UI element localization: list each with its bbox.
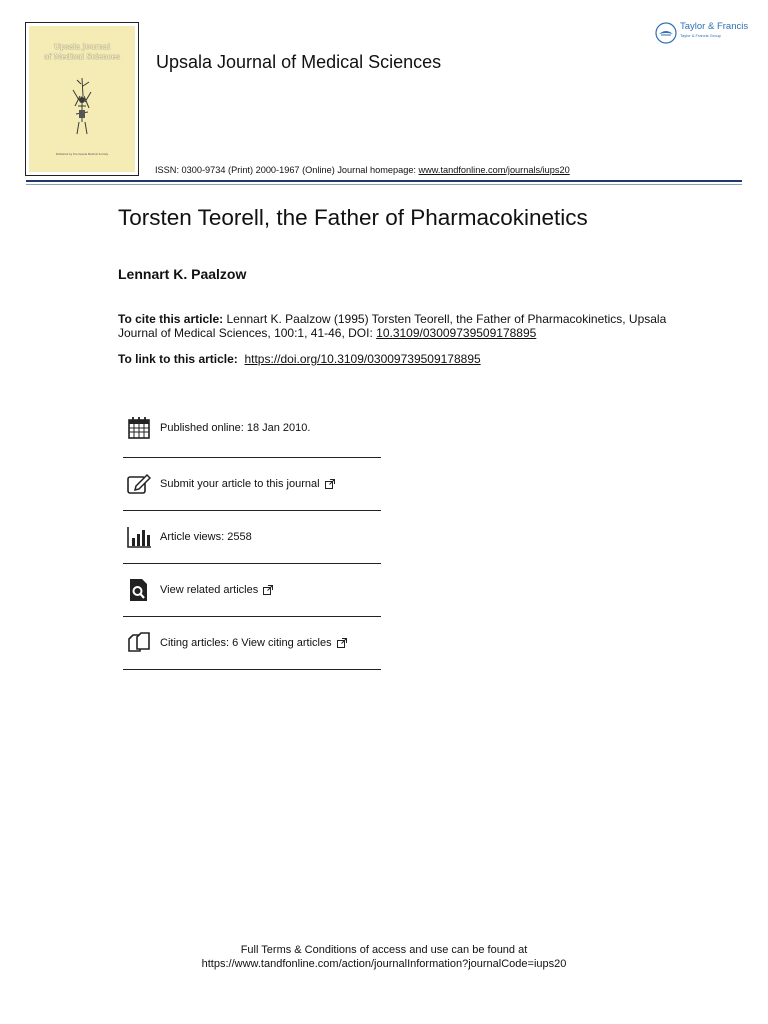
journal-title: Upsala Journal of Medical Sciences [156,52,442,72]
citing-articles-link[interactable] [160,637,347,649]
publisher-logo[interactable] [655,22,748,44]
doi-link[interactable]: 10.3109/03009739509178895 [376,326,537,340]
cover-illustration-icon [67,76,97,138]
submit-article-row[interactable] [123,458,381,511]
cover-publisher-line: Published by the Upsala Medical Society [55,153,109,156]
publisher-subtitle: Taylor & Francis Group [680,33,721,38]
article-views-label: Article views: 2558 [160,531,252,543]
cover-title-line2: of Medical Sciences [44,52,120,61]
edit-icon [127,472,151,496]
article-views-row [123,511,381,564]
header-rule-thin [26,184,742,185]
published-online-row [123,398,381,458]
publisher-name: Taylor & Francis [680,21,749,32]
issn-line [155,165,570,175]
footer-terms-url[interactable]: https://www.tandfonline.com/action/journalInformation?journalCode=iups20 [201,958,567,970]
journal-homepage-link[interactable]: www.tandfonline.com/journals/iups20 [418,165,570,175]
footer-line1: Full Terms & Conditions of access and use can be found at [240,944,528,956]
calendar-icon [127,416,151,440]
link-label: To link to this article: [118,352,238,366]
journal-cover [25,22,139,176]
issn-text: ISSN: 0300-9734 (Print) 2000-1967 (Online) Journal homepage: [155,165,419,175]
taylor-francis-logo-icon [655,22,677,44]
cover-title-line1: Upsala Journal [53,42,111,51]
cover-art-panel [29,26,135,172]
search-document-icon [127,578,151,602]
bar-chart-icon [127,525,151,549]
external-link-icon [325,479,335,489]
citing-articles-row[interactable] [123,617,381,670]
header-rule [26,180,742,182]
article-meta-list [123,398,381,670]
cover-title [29,42,135,62]
article-link-line [118,352,481,366]
external-link-icon [337,638,347,648]
terms-footer [0,943,768,971]
article-author: Lennart K. Paalzow [118,266,247,282]
article-doi-url-link[interactable]: https://doi.org/10.3109/03009739509178895 [244,352,481,366]
published-online-label: Published online: 18 Jan 2010. [160,421,311,434]
cite-label: To cite this article: [118,312,224,326]
cite-text: Lennart K. Paalzow (1995) Torsten Teorell, the Father of Pharmacokinetics, Upsala Journal of Medical Sciences, 100:1, 41-46, DOI: [118,312,667,340]
citing-articles-label: Citing articles: 6 View citing articles [160,637,332,649]
submit-article-link[interactable] [160,478,335,490]
related-articles-label: View related articles [160,584,259,596]
external-link-icon [263,585,273,595]
citation-block [118,312,678,340]
submit-article-label: Submit your article to this journal [160,478,320,490]
related-articles-row[interactable] [123,564,381,617]
article-title: Torsten Teorell, the Father of Pharmacokinetics [118,205,588,230]
related-articles-link[interactable] [160,584,273,596]
citing-documents-icon [127,631,151,655]
